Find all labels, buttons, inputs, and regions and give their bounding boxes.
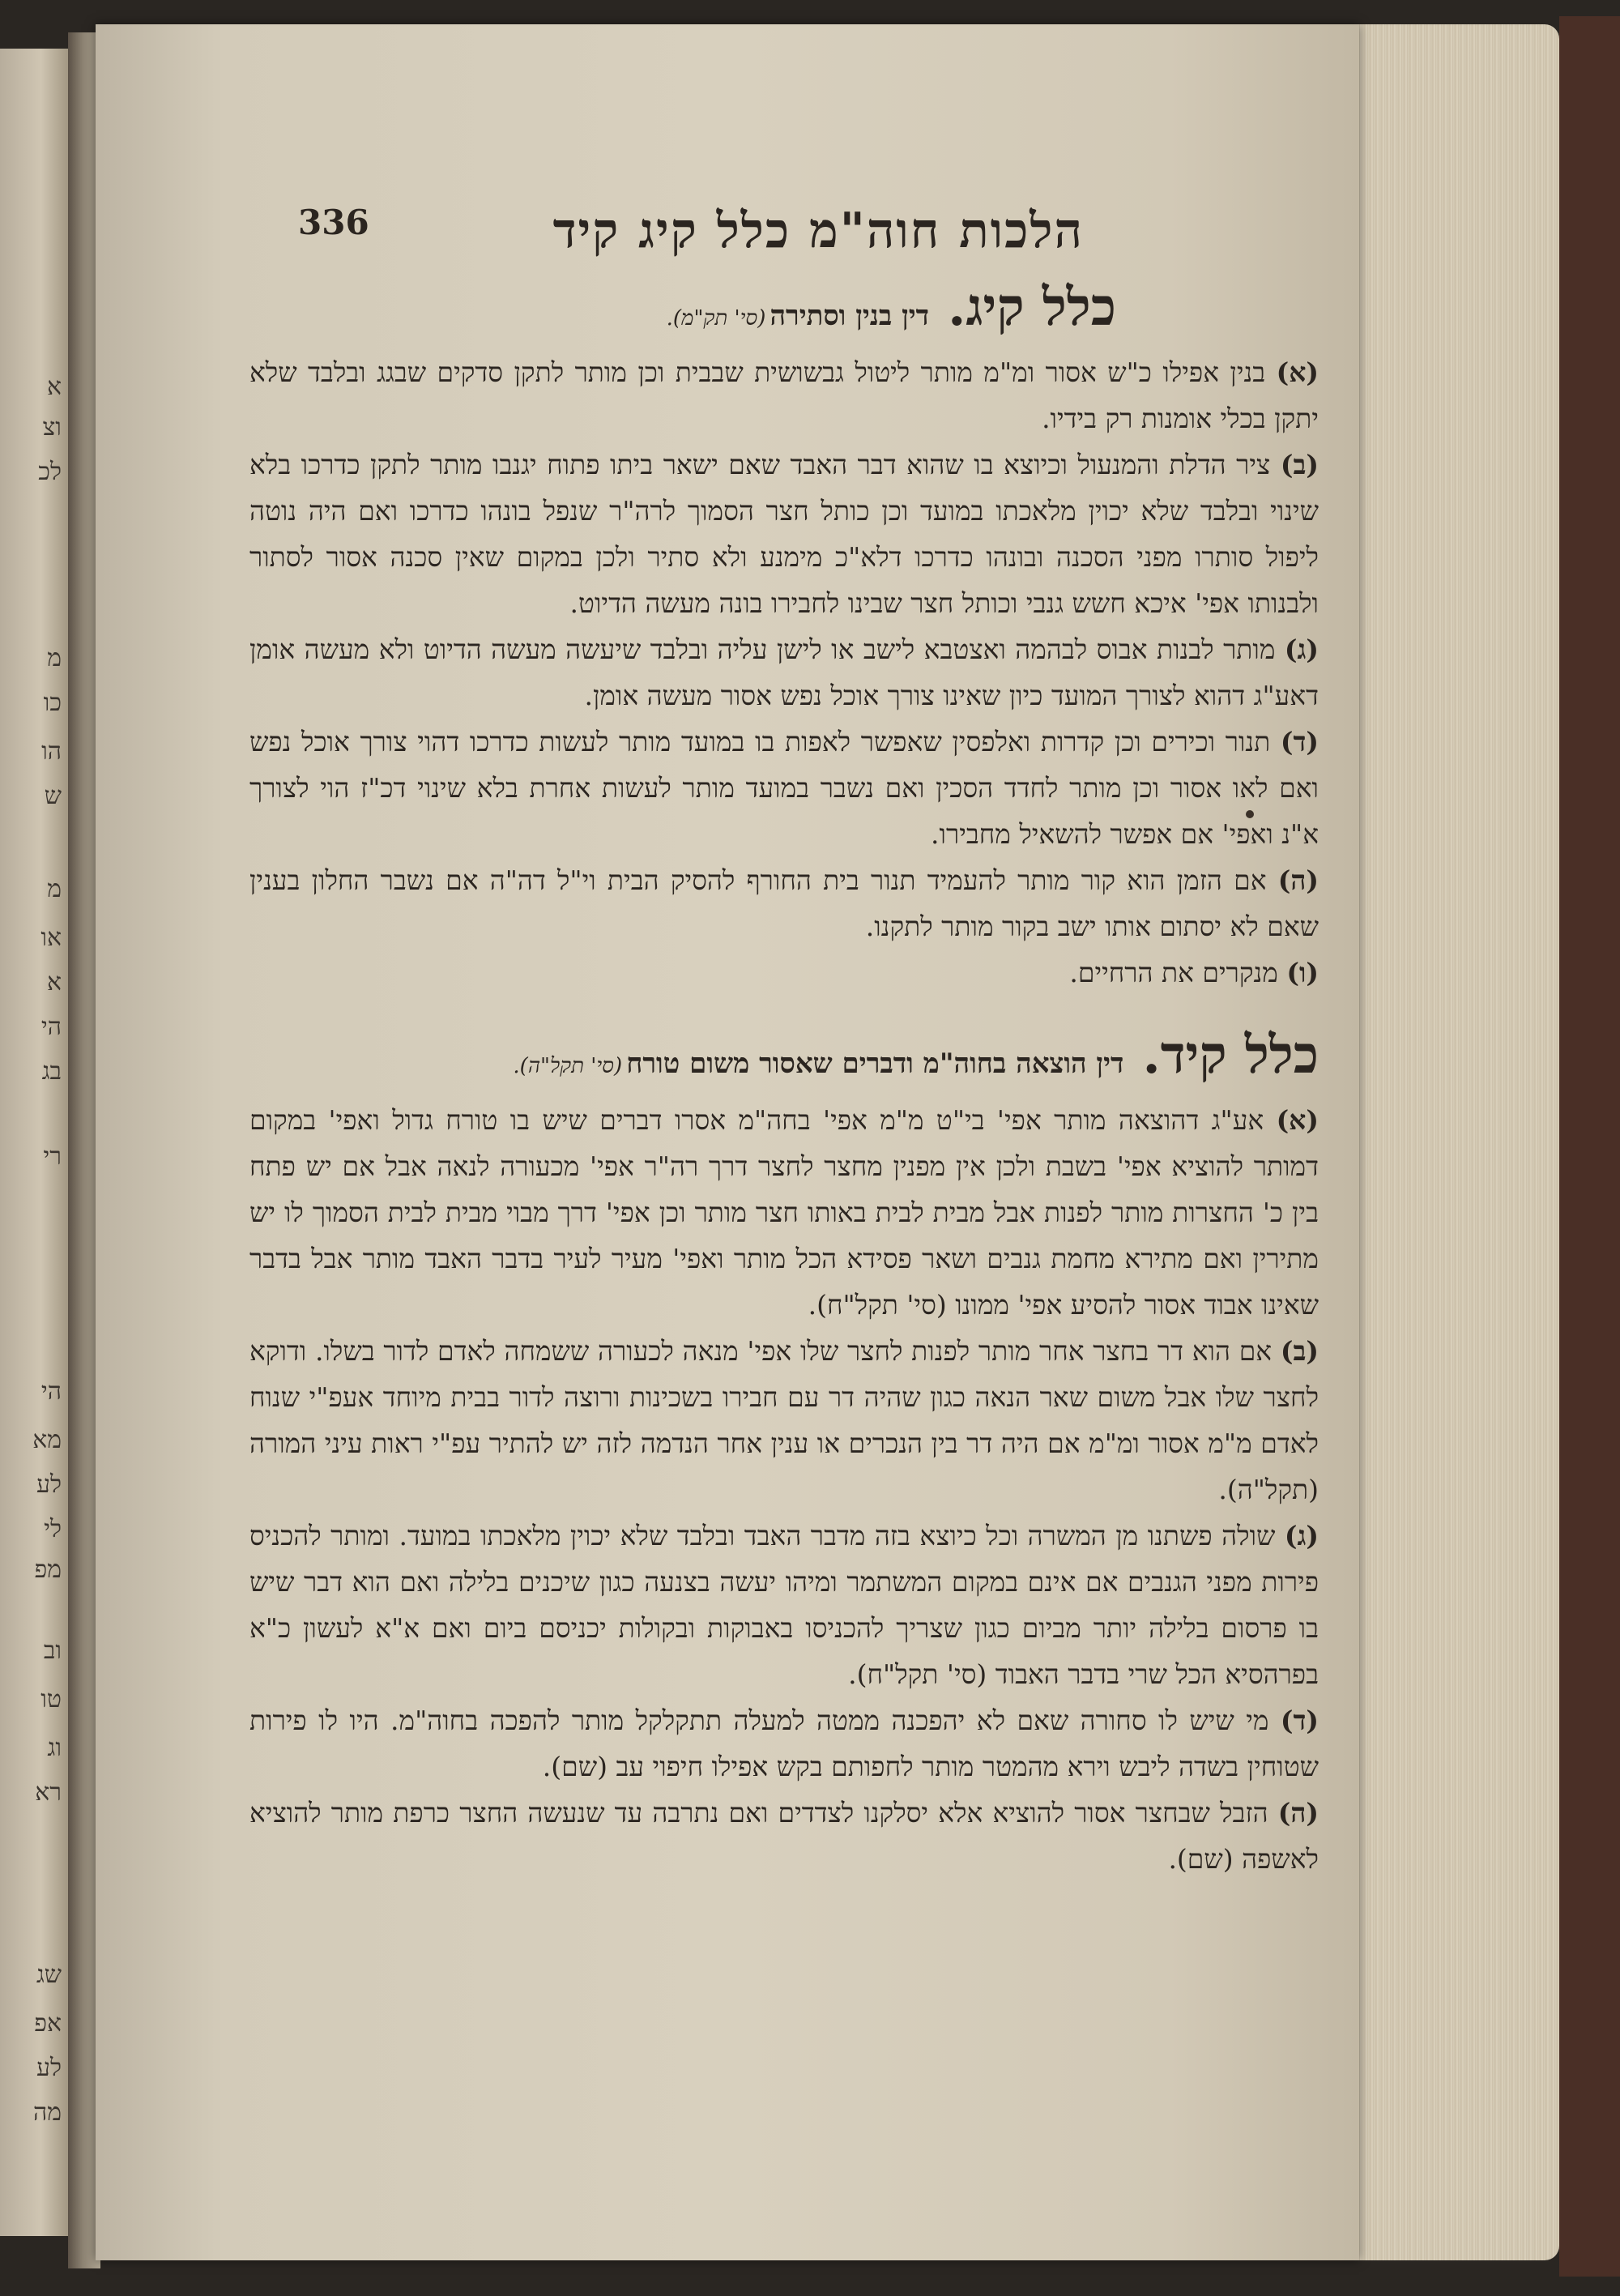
paragraph (249, 1697, 1319, 1790)
paragraph (249, 349, 1319, 442)
left-page-text-fragment: ש (44, 782, 62, 810)
paragraph-marker: (ד) (1280, 726, 1319, 758)
paragraph (249, 1328, 1319, 1513)
page-stack-edge (1328, 24, 1559, 2260)
left-page-text-fragment: רא (35, 1778, 62, 1807)
paragraph (249, 857, 1319, 950)
left-page-text-fragment: מה (32, 2098, 62, 2127)
section-heading (249, 277, 1116, 338)
paragraph-marker: (ג) (1284, 1520, 1319, 1551)
section-source: (סי' תקל"ה). (513, 1054, 623, 1078)
running-head (249, 178, 1319, 267)
section-heading (249, 1025, 1319, 1086)
left-page-text-fragment: בג (41, 1057, 62, 1086)
paragraph-marker: (ה) (1277, 1797, 1319, 1829)
section-klal-113 (249, 277, 1319, 996)
book-cover-edge (1559, 16, 1620, 2277)
paragraph-text: מנקרים את הרחיים. (1069, 957, 1278, 988)
paragraph (249, 1513, 1319, 1697)
left-page-text-fragment: לי (44, 1515, 62, 1543)
paragraph-text: הזבל שבחצר אסור להוציא אלא יסלקנו לצדדים ואם נתרבה עד שנעשה החצר כרפת מותר להוציא לאשפה (שם). (249, 1797, 1319, 1875)
left-page-text-fragment: מפ (34, 1556, 62, 1584)
left-page-text-fragment: שג (36, 1961, 62, 1989)
left-page-text-fragment: טו (40, 1685, 62, 1713)
left-page-text-fragment: או (40, 924, 62, 952)
page-title: הלכות חוה"מ כלל קיג קיד (552, 203, 1084, 259)
left-page-text-fragment: א (46, 373, 62, 401)
book-page (96, 24, 1359, 2260)
paragraph-marker: (ד) (1280, 1705, 1319, 1736)
paragraph (249, 1790, 1319, 1882)
left-page-text-fragment: וב (43, 1637, 62, 1665)
section-number: כלל קיג. (948, 277, 1116, 338)
paragraph (249, 626, 1319, 719)
section-title: דין הוצאה בחוה"מ ודברים שאסור משום טורח (626, 1048, 1124, 1080)
left-page-text-fragment: וצ (42, 413, 62, 442)
paragraph-marker: (ו) (1286, 957, 1319, 988)
paragraph (249, 719, 1319, 857)
paragraph (249, 950, 1319, 996)
left-page-text-fragment: אפ (34, 2009, 62, 2038)
paragraph-text: אם הזמן הוא קור מותר להעמיד תנור בית החורף להסיק הבית וי"ל דה"ה אם נשבר החלון בענין שאם לא יסתום אותו ישב בקור מותר לתקנו. (249, 864, 1319, 942)
left-page-text-fragment: הי (40, 1013, 62, 1041)
paragraph-marker: (א) (1276, 1104, 1319, 1136)
left-page-text-fragment: לכ (38, 458, 62, 486)
section-klal-114 (249, 1025, 1319, 1882)
paragraph-text: תנור וכירים וכן קדרות ואלפסין שאפשר לאפות בו במועד מותר לעשות כדרכו דהוי צורך אוכל נפש ואם לאו אסור וכן מותר לחדד הסכין ואם נשבר במועד מותר לעשות אחרת בלא שינוי דכ"ז הוי לצורך א"נ ואפי' אם אפשר להשאיל מחבירו. (249, 726, 1319, 850)
paragraph-marker: (ה) (1277, 864, 1319, 896)
paragraph (249, 442, 1319, 626)
section-title: דין בנין וסתירה (770, 300, 930, 332)
section-source: (סי' תק"מ). (666, 306, 766, 331)
paragraph-text: אע"ג דהוצאה מותר אפי' בי"ט מ"מ אפי' בחה"מ אסרו דברים שיש בו טורח גדול ואפי' במקום דמותר להוציא אפי' בשבת ולכן אין מפנין מחצר לחצר דרך רה"ר אפי' מכעורה לנאה אבל אם יש פתח בין כ' החצרות מותר לפנות אבל מבית לבית באותו חצר מותר וכן אפי' דרך מבוי מבית לבית הסמוך לו יש מתירין ואם מתירא מחמת גנבים ושאר פסידא הכל מותר ואפי' מעיר לעיר בדבר האבד מותר אבל בדבר שאינו אבוד אסור להסיע אפי' ממונו (סי' תקל"ח). (249, 1104, 1319, 1321)
paragraph-marker: (א) (1276, 356, 1319, 388)
paragraph-text: ציר הדלת והמנעול וכיוצא בו שהוא דבר האבד שאם ישאר ביתו פתוח יגנבו מותר לתקן כדרכו בלא שינוי ובלבד שלא יכוין מלאכתו במועד וכן כותל חצר הסמוך לרה"ר שנפל בונהו כדרכו ואם היה נוטה ליפול סותרו מפני הסכנה ובונהו כדרכו דלא"כ מימנע ולא סתיר ולכן במקום שאין סכנה אסור לסתור ולבנותו אפי' איכא חשש גנבי וכותל חצר שבינו לחבירו בונה מעשה הדיוט. (249, 449, 1319, 619)
left-page-text-fragment: לע (36, 1470, 62, 1499)
left-facing-page-edge (0, 49, 68, 2236)
paragraph-text: מותר לבנות אבוס לבהמה ואצטבא לישב או לישן עליה ובלבד שיעשה מעשה הדיוט ולא מעשה אומן דאע"ג דהוא לצורך המועד כיון שאינו צורך אוכל נפש אסור מעשה אומן. (249, 634, 1319, 711)
left-page-text-fragment: רי (43, 1142, 62, 1171)
paragraph-text: אם הוא דר בחצר אחר מותר לפנות לחצר שלו אפי' מנאה לכעורה ששמחה לאדם לדור בשלו. ודוקא לחצר שלו אבל משום שאר הנאה כגון שהיה דר עם חבירו בשכינות ורוצה לדור בבית מיוחד אעפ"י שנוח לאדם מ"מ אסור ומ"מ אם היה דר בין הנכרים או ענין אחר הנדמה לזה יש להתיר עפ"י ראות עיני המורה (תקל"ה). (249, 1335, 1319, 1505)
left-page-text-fragment: מא (32, 1426, 62, 1454)
page-text (249, 178, 1319, 1882)
left-page-text-fragment: א (46, 968, 62, 996)
paragraph-text: שולה פשתנו מן המשרה וכל כיוצא בזה מדבר האבד ובלבד שלא יכוין מלאכתו במועד. ומותר להכניס פירות מפני הגנבים אם אינם במקום המשתמר ומיהו יעשה בצנעה כגון שיכנים בלילה ואם הוא דבר שיש בו פרסום בלילה יותר מביום כגון שצריך להכניסו באבוקות ובקולות יכניסם ביום ואם א"א לעשון כ"א בפרהסיא הכל שרי בדבר האבוד (סי' תקל"ח). (249, 1520, 1319, 1690)
left-page-text-fragment: הו (41, 737, 62, 766)
paragraph-marker: (ב) (1280, 1335, 1319, 1367)
left-page-text-fragment: הי (40, 1377, 62, 1406)
page-number: 336 (298, 203, 369, 242)
paragraph (249, 1097, 1319, 1328)
left-page-text-fragment: לע (36, 2054, 62, 2082)
paragraph-text: בנין אפילו כ"ש אסור ומ"מ מותר ליטול גבשושית שבבית וכן מותר לתקן סדקים שבגג ובלבד שלא יתקן בכלי אומנות רק בידיו. (249, 356, 1319, 434)
paragraph-marker: (ב) (1280, 449, 1319, 480)
left-page-text-fragment: מ (47, 644, 62, 672)
left-page-text-fragment: כו (43, 689, 62, 717)
paragraph-marker: (ג) (1284, 634, 1319, 665)
paragraph-text: מי שיש לו סחורה שאם לא יהפכנה ממטה למעלה תתקלקל מותר להפכה בחוה"מ. היו לו פירות שטוחין בשדה ליבש וירא מהמטר מותר לחפותם בקש אפילו חיפוי עב (שם). (249, 1705, 1319, 1782)
left-page-text-fragment: וג (47, 1734, 62, 1762)
section-number: כלל קיד. (1142, 1025, 1319, 1086)
left-page-text-fragment: מ (47, 875, 62, 903)
